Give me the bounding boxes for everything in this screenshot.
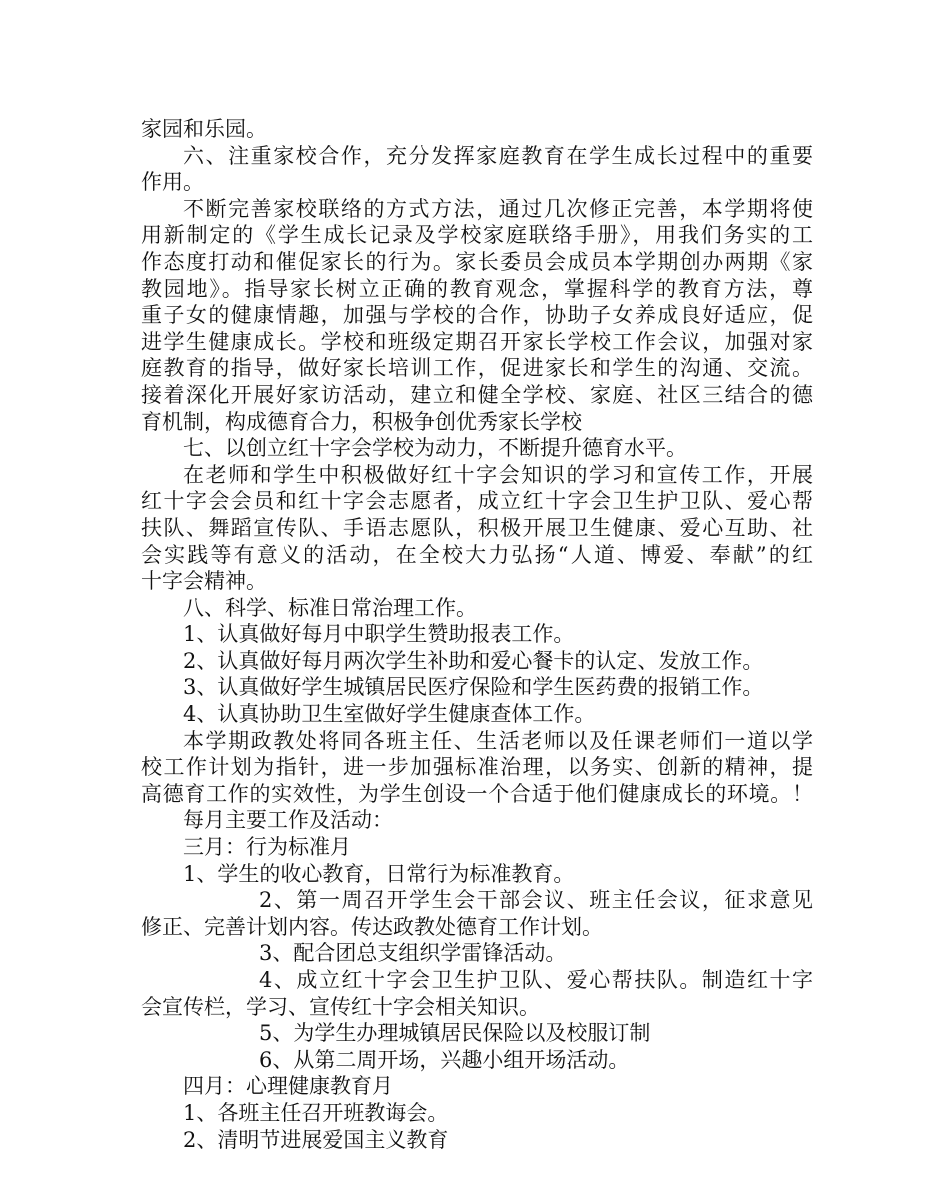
text-line: 4、成立红十字会卫生护卫队、爱心帮扶队。制造红十字 bbox=[259, 968, 813, 992]
text-line: 育机制，构成德育合力，积极争创优秀家长学校 bbox=[141, 409, 582, 434]
text-line: 八、科学、标准日常治理工作。 bbox=[183, 595, 477, 620]
text-line: 四月：心理健康教育月 bbox=[183, 1074, 393, 1099]
text-line: 作用。 bbox=[141, 170, 204, 195]
text-line: 6、从第二周开场，兴趣小组开场活动。 bbox=[259, 1047, 630, 1072]
text-line: 教园地》。指导家长树立正确的教育观念，掌握科学的教育方法，尊 bbox=[141, 276, 813, 301]
text-line: 2、第一周召开学生会干部会议、班主任会议，征求意见 bbox=[259, 888, 813, 913]
text-line: 作态度打动和催促家长的行为。家长委员会成员本学期创办两期《家 bbox=[141, 249, 813, 274]
text-line: 5、为学生办理城镇居民保险以及校服订制 bbox=[259, 1021, 651, 1046]
text-line: 扶队、舞蹈宣传队、手语志愿队，积极开展卫生健康、爱心互助、社 bbox=[141, 515, 813, 540]
text-line: 每月主要工作及活动： bbox=[183, 808, 393, 833]
text-line: 进学生健康成长。学校和班级定期召开家长学校工作会议，加强对家 bbox=[141, 329, 813, 354]
text-line: 用新制定的《学生成长记录及学校家庭联络手册》，用我们务实的工 bbox=[141, 223, 813, 248]
text-line: 1、认真做好每月中职学生赞助报表工作。 bbox=[183, 622, 575, 647]
text-line: 2、认真做好每月两次学生补助和爱心餐卡的认定、发放工作。 bbox=[183, 648, 764, 673]
text-line: 十字会精神。 bbox=[141, 569, 267, 594]
text-line: 三月：行为标准月 bbox=[183, 835, 351, 860]
text-line: 会实践等有意义的活动，在全校大力弘扬“人道、博爱、奉献”的红 bbox=[141, 542, 813, 567]
text-line: 3、配合团总支组织学雷锋活动。 bbox=[259, 941, 567, 966]
text-line: 1、学生的收心教育，日常行为标准教育。 bbox=[183, 861, 575, 886]
text-line: 1、各班主任召开班教诲会。 bbox=[183, 1100, 449, 1125]
text-line: 红十字会会员和红十字会志愿者，成立红十字会卫生护卫队、爱心帮 bbox=[141, 489, 813, 514]
text-line: 校工作计划为指针，进一步加强标准治理，以务实、创新的精神，提 bbox=[141, 755, 813, 780]
text-line: 2、清明节进展爱国主义教育 bbox=[183, 1127, 449, 1152]
text-line: 七、以创立红十字会学校为动力，不断提升德育水平。 bbox=[183, 436, 687, 461]
text-line: 在老师和学生中积极做好红十字会知识的学习和宣传工作，开展 bbox=[183, 462, 813, 487]
text-line: 重子女的健康情趣，加强与学校的合作，协助子女养成良好适应，促 bbox=[141, 303, 813, 328]
text-line: 本学期政教处将同各班主任、生活老师以及任课老师们一道以学 bbox=[183, 728, 813, 753]
text-line: 3、认真做好学生城镇居民医疗保险和学生医药费的报销工作。 bbox=[183, 675, 764, 700]
text-line: 六、注重家校合作，充分发挥家庭教育在学生成长过程中的重要 bbox=[183, 143, 813, 168]
text-line: 不断完善家校联络的方式方法，通过几次修正完善，本学期将使 bbox=[183, 196, 813, 221]
text-line: 接着深化开展好家访活动，建立和健全学校、家庭、社区三结合的德 bbox=[141, 382, 813, 407]
text-line: 会宣传栏，学习、宣传红十字会相关知识。 bbox=[141, 994, 540, 1019]
text-line: 修正、完善计划内容。传达政教处德育工作计划。 bbox=[141, 914, 603, 939]
text-line: 高德育工作的实效性，为学生创设一个合适于他们健康成长的环境。！ bbox=[141, 781, 813, 806]
text-line: 4、认真协助卫生室做好学生健康查体工作。 bbox=[183, 702, 596, 727]
text-line: 家园和乐园。 bbox=[141, 117, 267, 141]
text-line: 庭教育的指导，做好家长培训工作，促进家长和学生的沟通、交流。 bbox=[141, 356, 813, 381]
document-page bbox=[141, 116, 813, 1153]
